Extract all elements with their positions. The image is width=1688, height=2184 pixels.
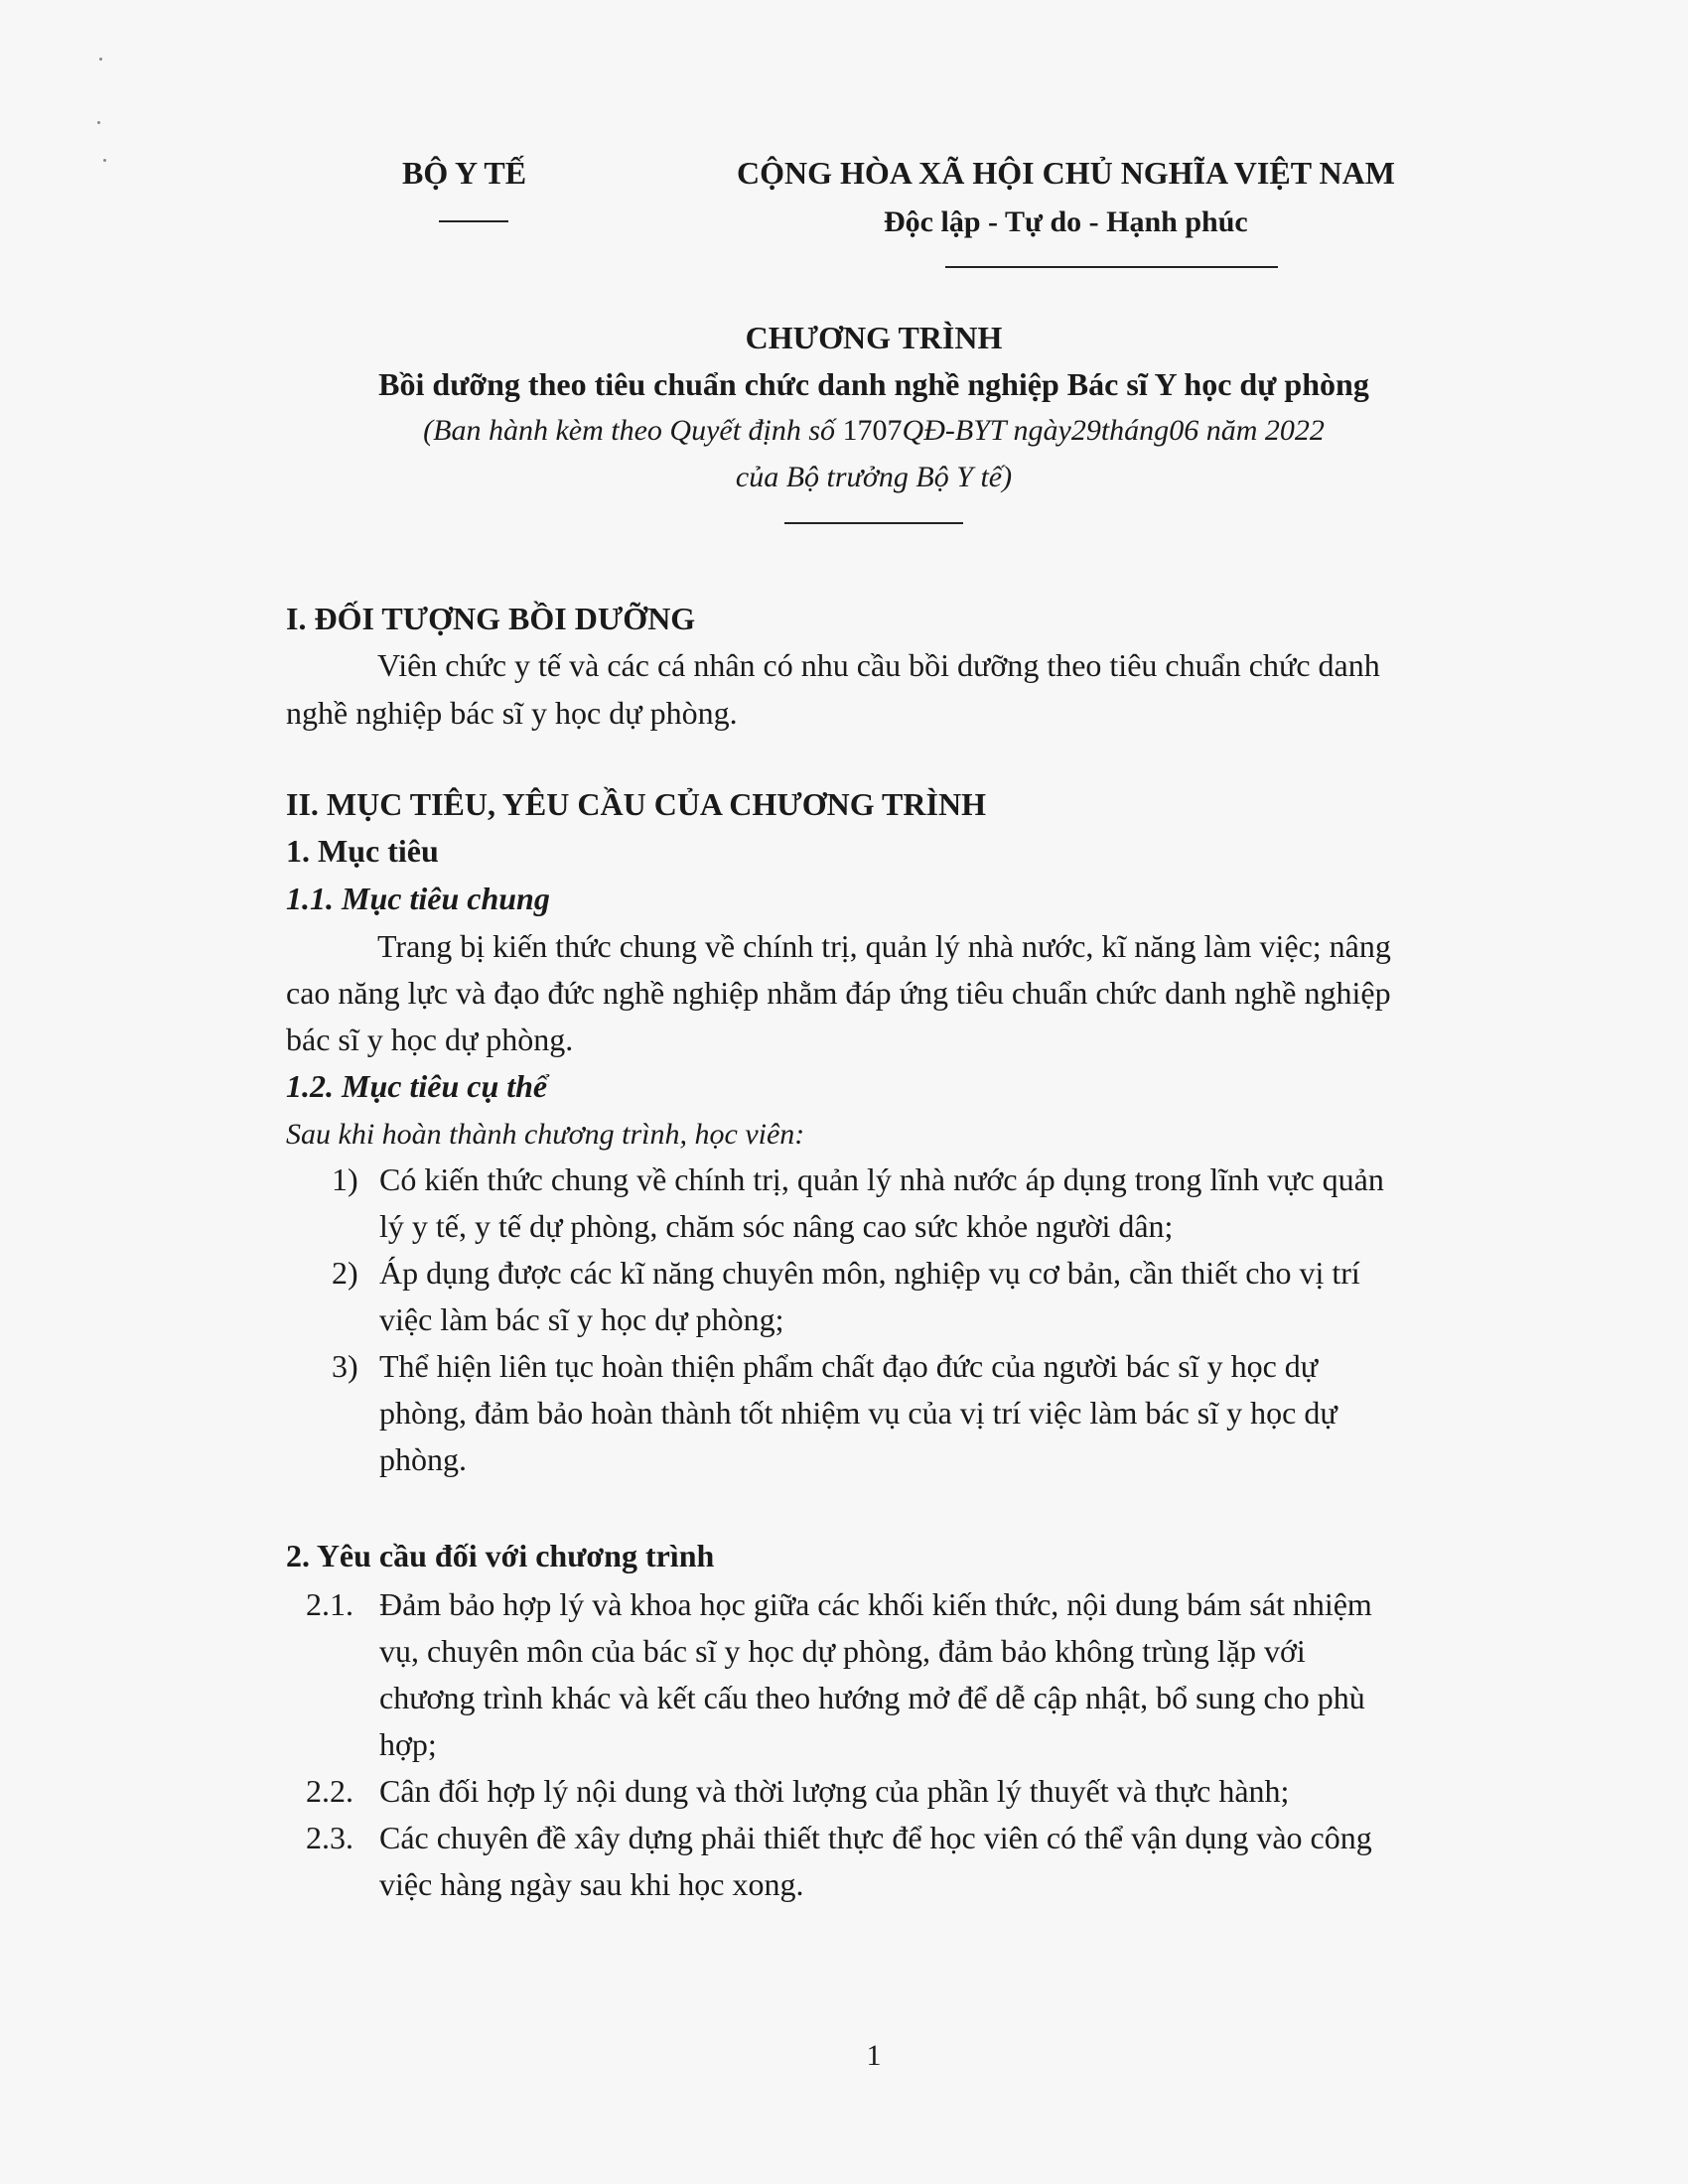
list-item-line: lý y tế, y tế dự phòng, chăm sóc nâng cao sức khỏe người dân; xyxy=(379,1208,1174,1244)
list-item-line: phòng. xyxy=(379,1441,467,1477)
general-objective-line-2: cao năng lực và đạo đức nghề nghiệp nhằm đáp ứng tiêu chuẩn chức danh nghề nghiệp xyxy=(286,975,1391,1011)
list-item-line: phòng, đảm bảo hoàn thành tốt nhiệm vụ của vị trí việc làm bác sĩ y học dự xyxy=(379,1395,1337,1431)
ministry-name: BỘ Y TẾ xyxy=(402,155,527,191)
list-item-line: hợp; xyxy=(379,1726,437,1762)
list-item-number: 2.2. xyxy=(306,1773,353,1809)
section-2-heading: II. MỤC TIÊU, YÊU CẦU CỦA CHƯƠNG TRÌNH xyxy=(286,786,986,822)
list-item-line: vụ, chuyên môn của bác sĩ y học dự phòng, đảm bảo không trùng lặp với xyxy=(379,1633,1306,1669)
section-1-body-line-2: nghề nghiệp bác sĩ y học dự phòng. xyxy=(286,695,738,731)
subsection-2-heading: 2. Yêu cầu đối với chương trình xyxy=(286,1538,715,1573)
subsection-1-1-heading: 1.1. Mục tiêu chung xyxy=(286,881,550,916)
issuance-suffix: năm 2022 xyxy=(1198,414,1325,447)
list-item-line: Đảm bảo hợp lý và khoa học giữa các khối kiến thức, nội dung bám sát nhiệm xyxy=(379,1586,1372,1622)
list-item-line: Thể hiện liên tục hoàn thiện phẩm chất đạo đức của người bác sĩ y học dự xyxy=(379,1348,1319,1384)
list-item-number: 2.1. xyxy=(306,1586,353,1622)
motto-underline xyxy=(945,266,1278,268)
issuance-day: 29 xyxy=(1070,414,1101,447)
list-item xyxy=(306,1816,1477,1909)
document-title: CHƯƠNG TRÌNH xyxy=(745,320,1003,355)
general-objective-line-1: Trang bị kiến thức chung về chính trị, quản lý nhà nước, kĩ năng làm việc; nâng xyxy=(377,928,1391,964)
subsection-1-2-heading: 1.2. Mục tiêu cụ thể xyxy=(286,1068,548,1104)
scan-speck xyxy=(99,58,102,61)
list-item-number: 2) xyxy=(332,1255,358,1291)
list-item-number: 1) xyxy=(332,1161,358,1197)
scan-speck xyxy=(97,121,100,124)
section-1-body-line-1: Viên chức y tế và các cá nhân có nhu cầu bồi dưỡng theo tiêu chuẩn chức danh xyxy=(377,647,1380,683)
list-item-line: chương trình khác và kết cấu theo hướng mở để dễ cập nhật, bổ sung cho phù xyxy=(379,1680,1365,1715)
issuance-month: 06 xyxy=(1169,414,1199,447)
issuance-middle: QĐ-BYT ngày xyxy=(902,414,1071,447)
scan-speck xyxy=(103,159,106,162)
subsection-1-heading: 1. Mục tiêu xyxy=(286,833,439,869)
list-item-line: việc làm bác sĩ y học dự phòng; xyxy=(379,1301,784,1337)
list-item xyxy=(332,1158,1474,1251)
section-1-heading: I. ĐỐI TƯỢNG BỒI DƯỠNG xyxy=(286,601,696,636)
list-item xyxy=(332,1251,1474,1344)
list-item-line: Áp dụng được các kĩ năng chuyên môn, nghiệp vụ cơ bản, cần thiết cho vị trí xyxy=(379,1255,1360,1291)
issuance-line-1 xyxy=(0,410,1688,452)
list-item-line: Cân đối hợp lý nội dung và thời lượng của phần lý thuyết và thực hành; xyxy=(379,1773,1290,1809)
issuance-month-label: tháng xyxy=(1100,414,1170,447)
national-motto: Độc lập - Tự do - Hạnh phúc xyxy=(884,205,1248,238)
country-name: CỘNG HÒA XÃ HỘI CHỦ NGHĨA VIỆT NAM xyxy=(737,155,1395,191)
list-item xyxy=(306,1582,1477,1769)
list-item xyxy=(306,1769,1477,1816)
list-item-number: 3) xyxy=(332,1348,358,1384)
list-item-number: 2.3. xyxy=(306,1820,353,1855)
list-item-line: Có kiến thức chung về chính trị, quản lý nhà nước áp dụng trong lĩnh vực quản xyxy=(379,1161,1384,1197)
general-objective-line-3: bác sĩ y học dự phòng. xyxy=(286,1022,574,1057)
ministry-underline xyxy=(439,220,508,222)
list-item-line: Các chuyên đề xây dựng phải thiết thực để học viên có thể vận dụng vào công xyxy=(379,1820,1372,1855)
list-item-line: việc hàng ngày sau khi học xong. xyxy=(379,1866,804,1902)
page-number: 1 xyxy=(866,2039,882,2072)
decision-number: 1707 xyxy=(842,414,903,447)
list-item xyxy=(332,1344,1474,1484)
specific-objectives-intro: Sau khi hoàn thành chương trình, học viên: xyxy=(286,1118,805,1151)
issuance-line-2: của Bộ trưởng Bộ Y tế) xyxy=(735,461,1013,493)
document-subtitle: Bồi dưỡng theo tiêu chuẩn chức danh nghề nghiệp Bác sĩ Y học dự phòng xyxy=(378,366,1369,402)
title-underline xyxy=(784,522,963,524)
requirements-list xyxy=(306,1582,1477,1909)
issuance-prefix: (Ban hành kèm theo Quyết định số xyxy=(423,414,843,447)
specific-objectives-list xyxy=(332,1158,1474,1484)
